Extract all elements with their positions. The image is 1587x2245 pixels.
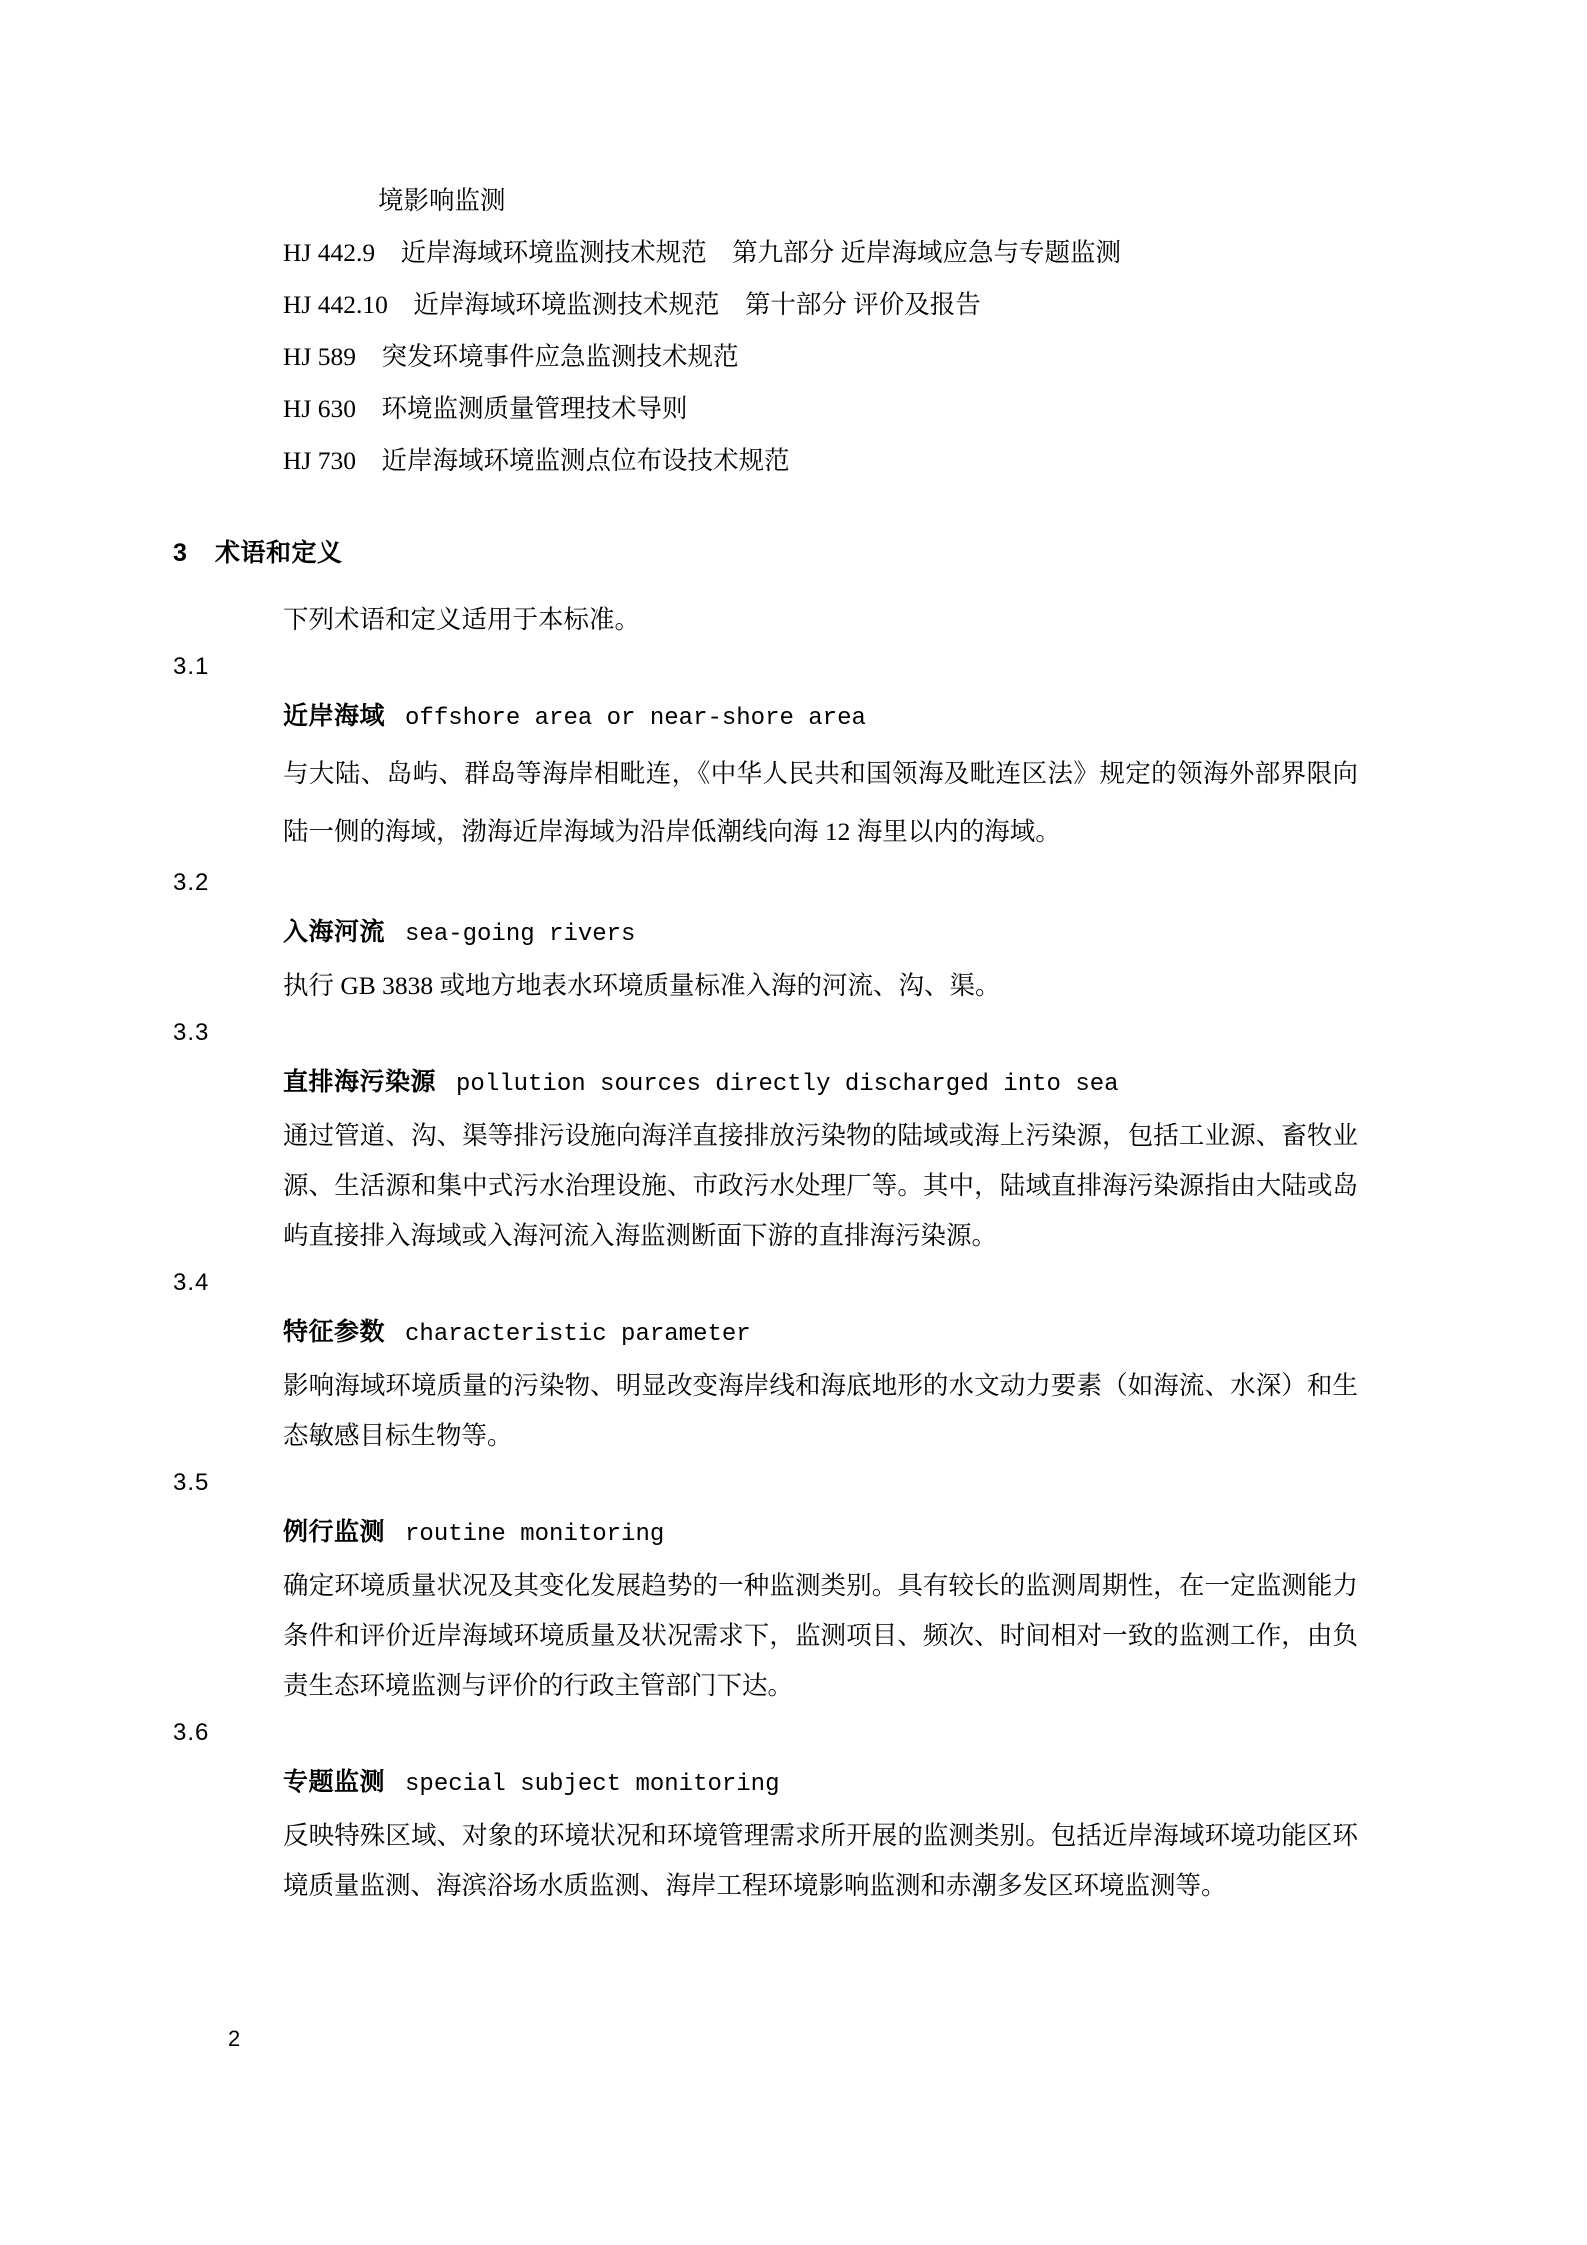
term-3-3 — [283, 1057, 1358, 1111]
term-3-5-paragraph: 确定环境质量状况及其变化发展趋势的一种监测类别。具有较长的监测周期性，在一定监测能力条件和评价近岸海域环境质量及状况需求下，监测项目、频次、时间相对一致的监测工作，由负责生态环境监测与评价的行政主管部门下达。 — [283, 1571, 1358, 1700]
clause-number-3-5: 3.5 — [173, 1469, 210, 1496]
term-chinese: 直排海污染源 — [283, 1068, 437, 1096]
term-english: special subject monitoring — [405, 1771, 780, 1798]
reference-item-4: HJ 730 近岸海域环境监测点位布设技术规范 — [283, 446, 790, 475]
continuation-line: 境影响监测 — [378, 186, 506, 215]
clause-number-3-6: 3.6 — [173, 1719, 210, 1746]
term-3-6 — [283, 1757, 1358, 1811]
term-3-5 — [283, 1507, 1358, 1561]
term-chinese: 特征参数 — [283, 1318, 386, 1346]
reference-item-0: HJ 442.9 近岸海域环境监测技术规范 第九部分 近岸海域应急与专题监测 — [283, 238, 1121, 267]
page-number: 2 — [228, 2026, 241, 2051]
reference-item-1: HJ 442.10 近岸海域环境监测技术规范 第十部分 评价及报告 — [283, 290, 981, 319]
section-number: 3 — [173, 539, 188, 567]
term-english: routine monitoring — [405, 1521, 665, 1548]
term-3-4-paragraph: 影响海域环境质量的污染物、明显改变海岸线和海底地形的水文动力要素（如海流、水深）和生态敏感目标生物等。 — [283, 1371, 1358, 1450]
term-3-6-paragraph: 反映特殊区域、对象的环境状况和环境管理需求所开展的监测类别。包括近岸海域环境功能区环境质量监测、海滨浴场水质监测、海岸工程环境影响监测和赤潮多发区环境监测等。 — [283, 1821, 1358, 1900]
term-english: sea-going rivers — [405, 921, 636, 948]
term-english: pollution sources directly discharged into sea — [456, 1071, 1119, 1098]
section-heading — [173, 529, 1358, 577]
term-chinese: 近岸海域 — [283, 702, 386, 730]
term-3-1 — [283, 691, 1358, 745]
reference-item-2: HJ 589 突发环境事件应急监测技术规范 — [283, 342, 739, 371]
term-3-4 — [283, 1307, 1358, 1361]
section-title: 术语和定义 — [215, 539, 343, 567]
term-english: offshore area or near-shore area — [405, 705, 866, 732]
clause-number-3-4: 3.4 — [173, 1269, 210, 1296]
term-chinese: 入海河流 — [283, 918, 386, 946]
clause-number-3-2: 3.2 — [173, 869, 210, 896]
term-3-1-paragraph: 与大陆、岛屿、群岛等海岸相毗连，《中华人民共和国领海及毗连区法》规定的领海外部界限向陆一侧的海域，渤海近岸海域为沿岸低潮线向海 12 海里以内的海域。 — [283, 759, 1358, 846]
term-3-2-paragraph: 执行 GB 3838 或地方地表水环境质量标准入海的河流、沟、渠。 — [283, 971, 1001, 1000]
clause-number-3-3: 3.3 — [173, 1019, 210, 1046]
section-lead-paragraph: 下列术语和定义适用于本标准。 — [283, 605, 641, 634]
term-english: characteristic parameter — [405, 1321, 751, 1348]
term-chinese: 专题监测 — [283, 1768, 386, 1796]
term-chinese: 例行监测 — [283, 1518, 386, 1546]
term-3-2 — [283, 907, 1358, 961]
term-3-3-paragraph: 通过管道、沟、渠等排污设施向海洋直接排放污染物的陆域或海上污染源，包括工业源、畜牧业源、生活源和集中式污水治理设施、市政污水处理厂等。其中，陆域直排海污染源指由大陆或岛屿直接排入海域或入海河流入海监测断面下游的直排海污染源。 — [283, 1121, 1358, 1250]
clause-number-3-1: 3.1 — [173, 653, 210, 680]
page-content — [173, 175, 1358, 1911]
reference-item-3: HJ 630 环境监测质量管理技术导则 — [283, 394, 688, 423]
